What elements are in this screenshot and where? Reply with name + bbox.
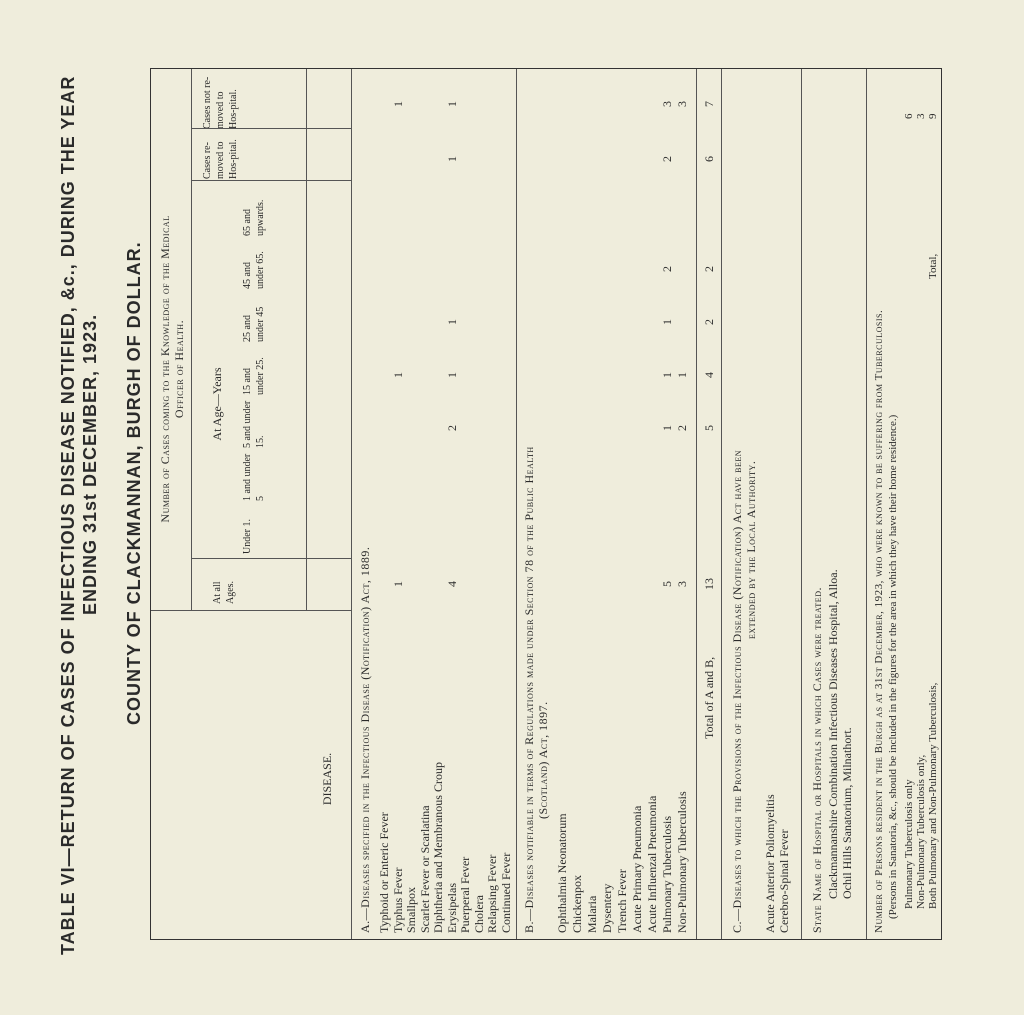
cell-a5_15: 2 [675,425,689,431]
cell-notrem: 3 [660,101,674,107]
total-a25_45: 2 [702,319,716,325]
table-row [630,69,643,939]
disease-name: Malaria [585,895,599,933]
disease-table [150,68,942,940]
table-row [485,69,498,939]
number-heading-1: Number of Cases coming to the Knowledge of the Medical [158,215,172,523]
age-col-header: Under 1. [242,519,253,554]
number-heading-2: Officer of Health. [172,319,186,419]
table-row [675,69,688,939]
table-row [499,69,512,939]
total-label: Total of A and B, [702,656,716,739]
residents-heading-2: (Persons in Sanatoria, &c., should be included in the figures for the area in which they have their home residence.) [887,414,899,919]
cell-a15_25: 1 [675,372,689,378]
table-row [763,69,776,939]
section-b-heading-2: (Scotland) Act, 1897. [536,701,550,819]
disease-name: Cerebro-Spinal Fever [777,829,791,933]
table-row [445,69,458,939]
table-row [418,69,431,939]
section-b-heading-1: B.—Diseases notifiable in terms of Regulations made under Section 78 of the Public Health [522,446,536,933]
cell-a15_25: 1 [660,372,674,378]
disease-name: Smallpox [404,886,418,933]
disease-name: Ophthalmia Neonatorum [555,813,569,933]
total-a5_15: 5 [702,425,716,431]
cell-all: 1 [390,581,405,587]
disease-name: Diphtheria and Membranous Croup [431,762,445,933]
residents-heading-1: Number of Persons resident in the Burgh as at 31st December, 1923, who were known to be suffering from Tuberculosis. [873,309,885,933]
removed-header: Cases re-moved to Hos-pital. [202,139,239,179]
total-a15_25: 4 [702,372,716,378]
table-row [645,69,658,939]
disease-name: Non-Pulmonary Tuberculosis [675,791,689,933]
disease-name: Acute Anterior Poliomyelitis [763,794,777,933]
cell-a5_15: 1 [660,425,674,431]
title-line-1: TABLE VI—RETURN OF CASES OF INFECTIOUS DISEASE NOTIFIED, &c., DURING THE YEAR [58,75,78,955]
hospital-line-2: Ochil Hills Sanatorium, Milnathort. [840,727,854,899]
section-a-heading: A.—Diseases specified in the Infectious Disease (Notification) Act, 1889. [358,546,372,933]
cell-all: 5 [660,581,674,587]
disease-name: Cholera [471,895,486,933]
residents-total-label: Total, [927,253,939,279]
total-a45_65: 2 [702,266,716,272]
cell-all: 4 [444,581,459,587]
hospitals-heading: State Name of Hospital or Hospitals in which Cases were treated. [810,587,824,933]
table-row [377,69,390,939]
disease-name: Erysipelas [444,883,459,933]
table-row [585,69,598,939]
disease-name: Acute Influenzal Pneumonia [645,795,659,933]
hospital-line-1: Clackmannanshire Combination Infectious Diseases Hospital, Alloa. [826,569,840,899]
residents-value-1: 6 [903,113,915,119]
disease-name: Puerperal Fever [458,856,472,933]
table-row [555,69,568,939]
disease-name: Typhoid or Enteric Fever [377,812,391,933]
disease-name: Dysentery [600,883,614,933]
cell-notrem: 3 [675,101,689,107]
section-c-heading-1: C.—Diseases to which the Provisions of the Infectious Disease (Notification) Act have been [730,449,744,933]
age-col-header: 65 and upwards. [242,199,266,236]
disease-name: Typhus Fever [390,867,405,933]
age-col-header: 45 and under 65. [242,251,266,289]
total-rem: 6 [702,156,716,162]
section-c-heading-2: extended by the Local Authority. [744,460,758,639]
table-row [458,69,471,939]
table-row [404,69,417,939]
disease-header: DISEASE. [320,752,334,806]
residents-row-2: Non-Pulmonary Tuberculosis only, [915,754,927,909]
all-ages-header: At all Ages. [212,580,236,604]
age-col-header: 25 and under 45 [242,306,266,342]
cell-a45_65: 2 [660,266,674,272]
table-row [660,69,673,939]
cell-rem: 1 [444,156,459,162]
table-row [472,69,485,939]
total-row [702,69,715,939]
table-row [431,69,444,939]
table-row [600,69,613,939]
cell-a25_45: 1 [660,319,674,325]
disease-name: Scarlet Fever or Scarlatina [417,805,432,933]
residents-total-value: 9 [927,113,939,119]
residents-row-1: Pulmonary Tuberculosis only [903,779,915,909]
residents-row-3: Both Pulmonary and Non-Pulmonary Tuberculosis, [927,682,939,909]
age-col-header: 15 and under 25. [242,357,266,395]
cell-a15_25: 1 [444,372,459,378]
not-removed-header: Cases not re-moved to Hos-pital. [202,76,239,129]
age-col-header: 1 and under 5 [242,453,266,501]
total-notrem: 7 [702,101,716,107]
table-row [777,69,790,939]
disease-name: Relapsing Fever [485,854,499,933]
table-row [391,69,404,939]
cell-notrem: 1 [390,101,405,107]
cell-rem: 2 [660,156,674,162]
title-line-2: ENDING 31st DECEMBER, 1923. [80,313,100,615]
table-row [570,69,583,939]
cell-a5_15: 2 [444,425,459,431]
cell-all: 3 [675,581,689,587]
disease-name: Chickenpox [570,875,584,933]
cell-a25_45: 1 [444,319,459,325]
at-age-header: At Age—Years [210,367,224,441]
title-line-3: COUNTY OF CLACKMANNAN, BURGH OF DOLLAR. [124,241,144,725]
disease-name: Acute Primary Pneumonia [630,805,644,933]
table-row [615,69,628,939]
cell-notrem: 1 [444,101,459,107]
disease-name: Continued Fever [498,852,513,933]
cell-a15_25: 1 [390,372,405,378]
total-all: 13 [702,578,716,590]
age-col-header: 5 and under 15. [242,400,266,448]
residents-value-2: 3 [915,113,927,119]
disease-name: Trench Fever [615,869,629,933]
disease-name: Pulmonary Tuberculosis [660,815,674,933]
